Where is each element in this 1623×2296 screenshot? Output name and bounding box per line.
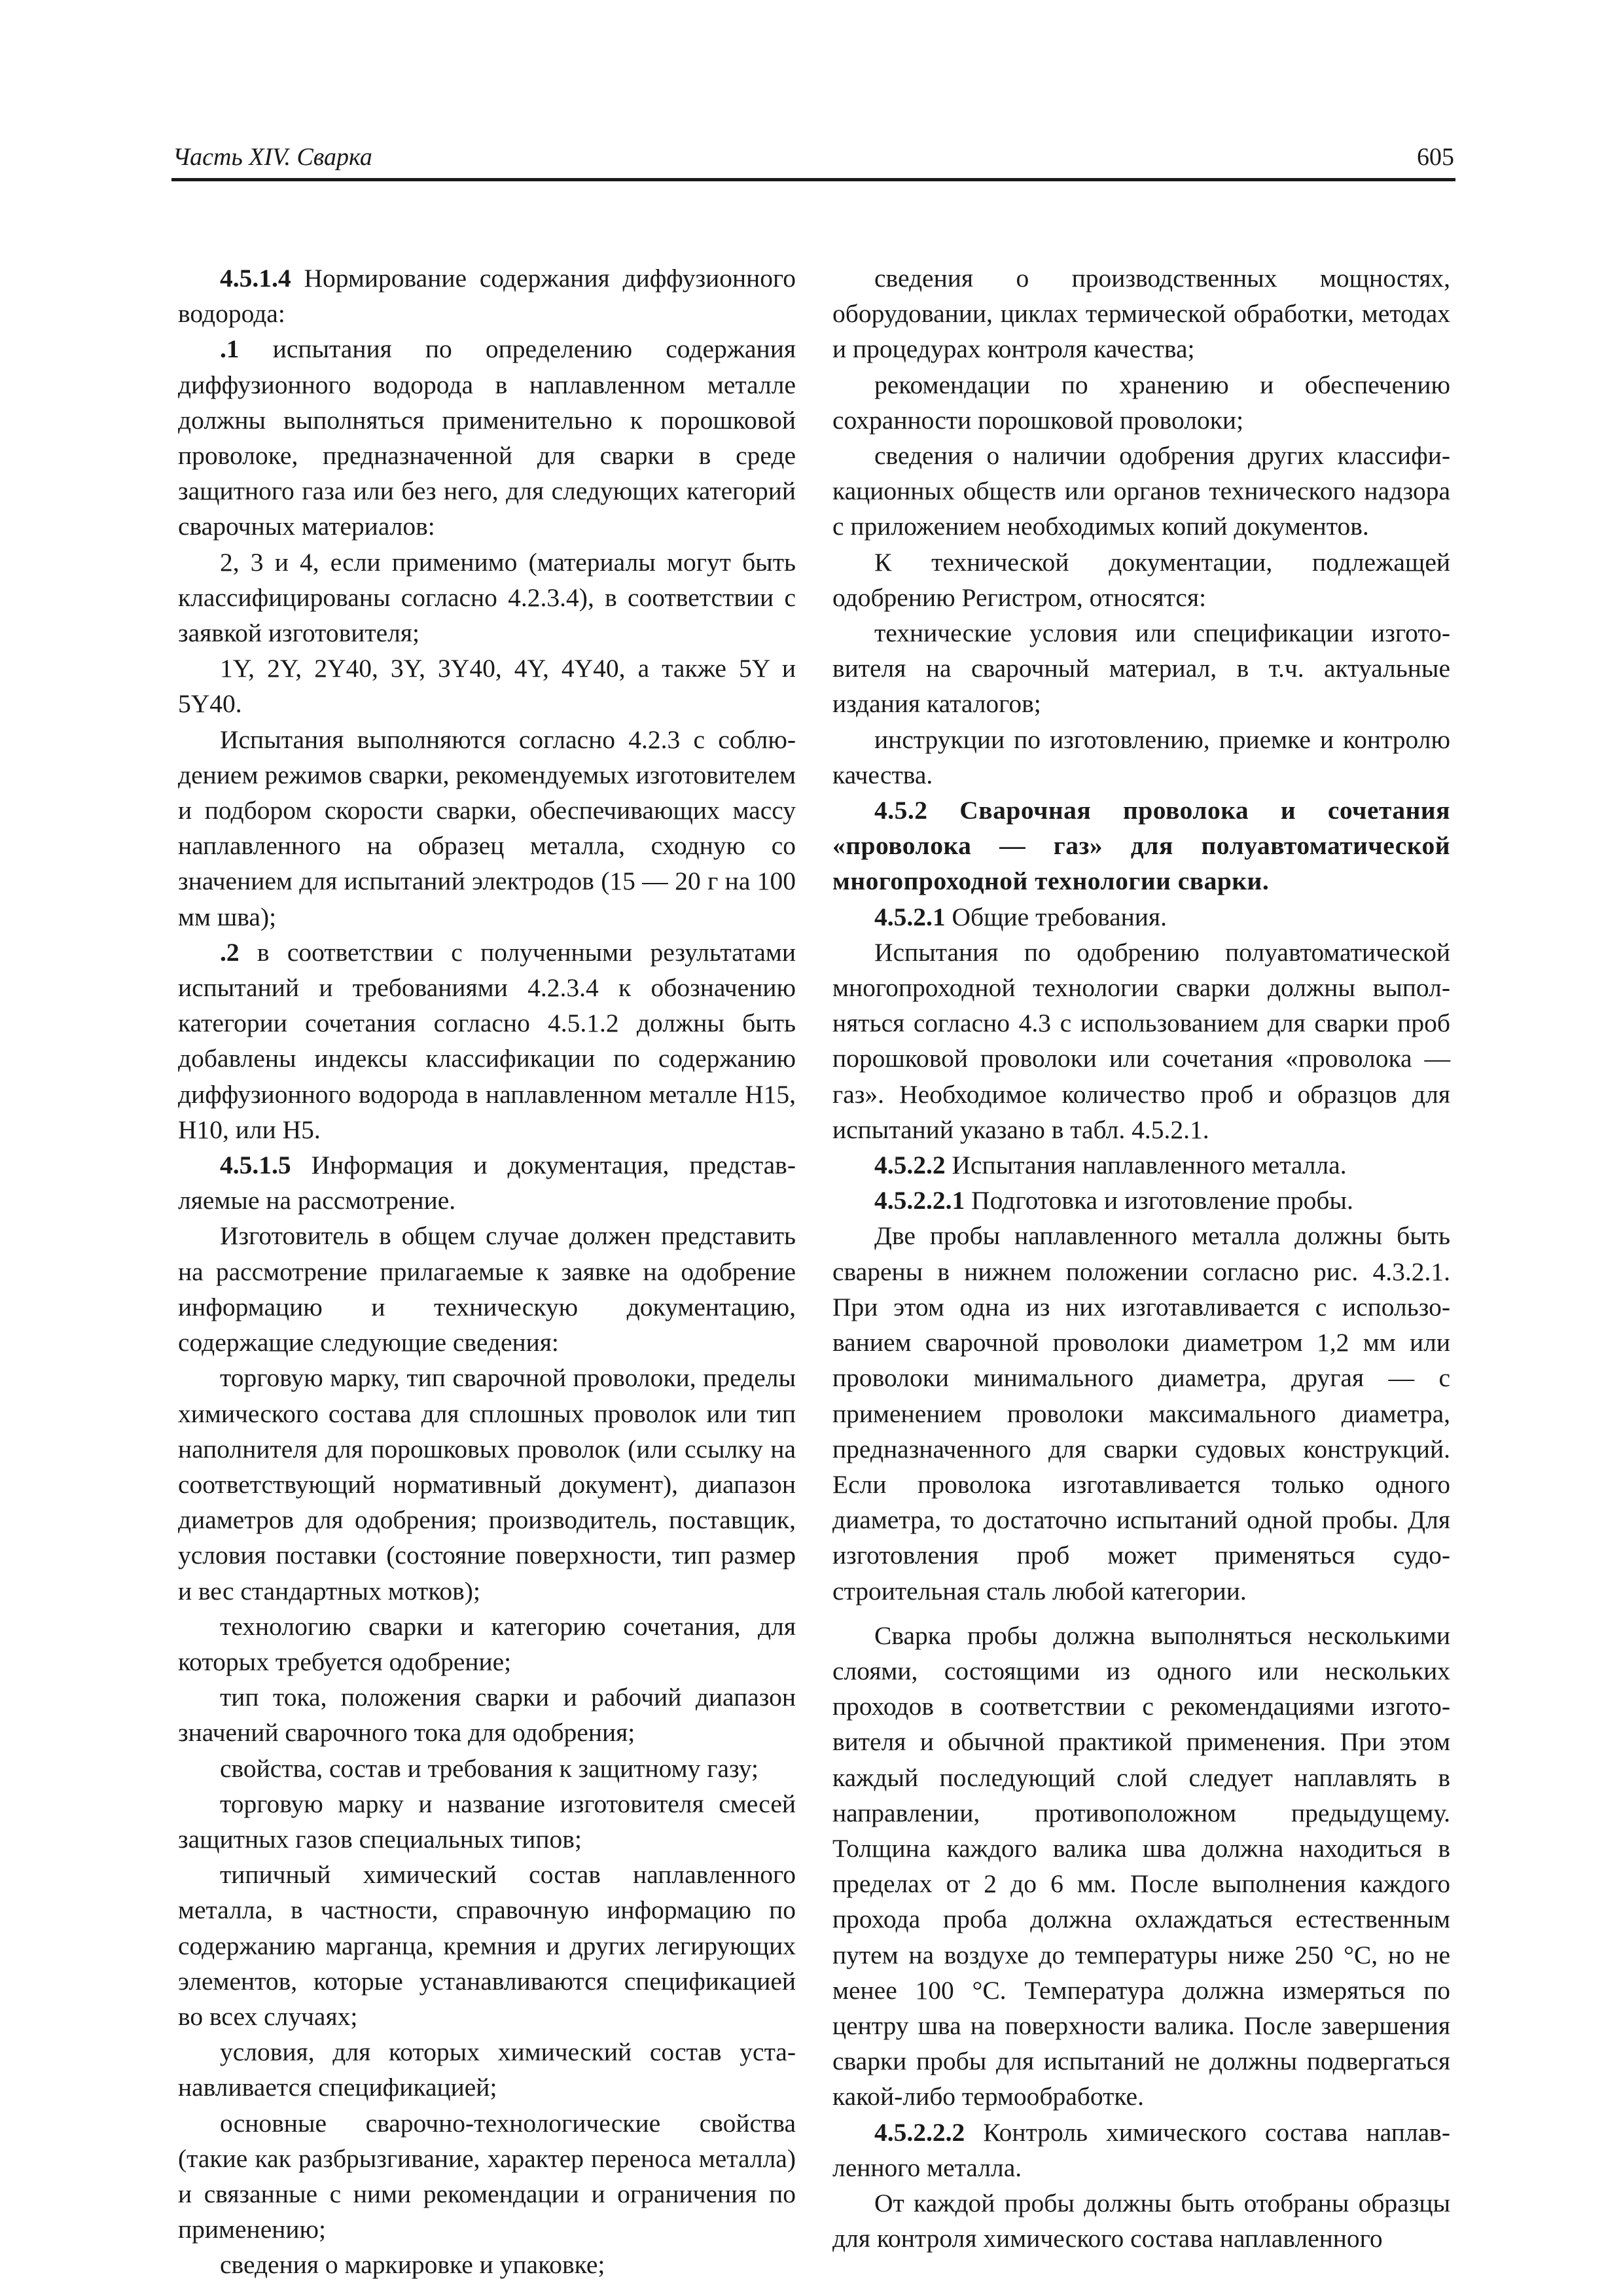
paragraph-text: Испытания наплавленного металла. — [945, 1151, 1347, 1180]
section-heading-text: 4.5.2 Сварочная проволока и сочетания «проволока — газ» для полуавтоматической многопроходной технологии сварки. — [832, 796, 1450, 896]
paragraph — [178, 722, 796, 935]
paragraph-text: основные сварочно-технологические свойства (такие как разбрызгивание, характер переноса металла) и связанные с ними рекомендации и ограничения по применению; — [178, 2108, 796, 2244]
paragraph — [178, 1147, 796, 1218]
paragraph-text: Испытания выполняются согласно 4.2.3 с соблюдением режимов сварки, рекомендуемых изготовителем и подбором скорости сварки, обеспечивающих массу наплавленного на образец металла, сходную со значением для испытаний электродов (15 — 20 г на 100 мм шва); — [178, 725, 796, 931]
clause-number: 4.5.2.2 — [874, 1151, 946, 1180]
paragraph-text: Контроль химического состава наплавленного металла. — [832, 2117, 1450, 2182]
clause-number: .1 — [220, 334, 240, 364]
page-header — [171, 141, 1455, 181]
paragraph-text: Подготовка и изготовление пробы. — [965, 1186, 1353, 1215]
paragraph-text: условия, для которых химический состав устанавливается спецификацией; — [178, 2037, 796, 2102]
paragraph-text: сведения о наличии одобрения других классификационных обществ или органов технического надзора с приложением необходимых копий документов. — [832, 441, 1450, 541]
paragraph — [178, 260, 796, 331]
paragraph-text: тип тока, положения сварки и рабочий диапазон значений сварочного тока для одобрения; — [178, 1683, 796, 1748]
paragraph-text: 2, 3 и 4, если применимо (материалы могут быть классифицированы согласно 4.2.3.4), в соответствии с заявкой изготовителя; — [178, 547, 796, 648]
running-title: Часть XIV. Сварка — [173, 143, 372, 171]
paragraph — [178, 331, 796, 544]
section-heading — [832, 793, 1450, 899]
paragraph — [178, 1609, 796, 1679]
paragraph — [832, 722, 1450, 793]
paragraph — [178, 2106, 796, 2248]
clause-number: .2 — [220, 937, 240, 967]
paragraph — [178, 1786, 796, 1857]
paragraph — [832, 367, 1450, 438]
paragraph — [178, 935, 796, 1147]
paragraph-text: Испытания по одобрению полуавтоматической многопроходной технологии сварки должны выполняться согласно 4.3 с использованием для сварки проб порошковой проволоки или сочетания «проволока — газ». Необходимое количество проб и образцов для испытаний указано в табл. 4.5.2.1. — [832, 937, 1450, 1144]
page-number: 605 — [1417, 143, 1454, 171]
clause-number: 4.5.1.4 — [220, 264, 291, 293]
paragraph-text: технологию сварки и категорию сочетания, для которых требуется одобрение; — [178, 1611, 796, 1676]
paragraph — [832, 260, 1450, 367]
clause-number: 4.5.2.2.2 — [874, 2117, 965, 2147]
paragraph-text: испытания по определению содержания диффузионного водорода в наплавленном металле должны выполняться применительно к порошковой проволоке, предназначенной для сварки в среде защитного газа или без него, для следующих категорий сварочных материалов: — [178, 334, 796, 541]
paragraph — [178, 651, 796, 721]
paragraph-text: сведения о производственных мощностях, оборудовании, циклах термической обработки, методах и процедурах контроля качества; — [832, 264, 1450, 364]
paragraph — [832, 1618, 1450, 2115]
paragraph — [832, 2115, 1450, 2185]
paragraph — [178, 1857, 796, 2034]
paragraph — [832, 2185, 1450, 2256]
paragraph-text: От каждой пробы должны быть отобраны образцы для контроля химического состава наплавленного — [832, 2188, 1450, 2253]
paragraph — [832, 438, 1450, 545]
paragraph — [832, 1147, 1450, 1183]
paragraph — [832, 899, 1450, 935]
paragraph — [178, 1360, 796, 1608]
paragraph-text: в соответствии с полученными результатами испытаний и требованиями 4.2.3.4 к обозначению категории сочетания согласно 4.5.1.2 должны быть добавлены индексы классификации по содержанию диффузионного водорода в наплавленном металле H15, H10, или H5. — [178, 937, 796, 1144]
clause-number: 4.5.2.1 — [874, 902, 946, 931]
paragraph-text: инструкции по изготовлению, приемке и контролю качества. — [832, 725, 1450, 789]
left-column — [178, 260, 796, 2283]
paragraph — [178, 1218, 796, 1360]
paragraph-text: Нормирование содержания диффузионного водорода: — [178, 264, 796, 329]
paragraph — [178, 2247, 796, 2282]
paragraph — [178, 2034, 796, 2105]
paragraph-text: торговую марку и название изготовителя смесей защитных газов специальных типов; — [178, 1789, 796, 1854]
paragraph-text: типичный химический состав наплавленного металла, в частности, справочную информацию по содержанию марганца, кремния и других легирующих элементов, которые устанавливаются спецификацией во всех случаях; — [178, 1860, 796, 2031]
paragraph-text: Изготовитель в общем случае должен представить на рассмотрение прилагаемые к заявке на одобрение информацию и техническую документацию, содержащие следующие сведения: — [178, 1221, 796, 1357]
clause-number: 4.5.1.5 — [220, 1151, 291, 1180]
paragraph-text: 1Y, 2Y, 2Y40, 3Y, 3Y40, 4Y, 4Y40, а также 5Y и 5Y40. — [178, 654, 796, 719]
paragraph-text: К технической документации, подлежащей одобрению Регистром, относятся: — [832, 547, 1450, 612]
paragraph — [178, 1679, 796, 1750]
paragraph-text: Две пробы наплавленного металла должны быть сварены в нижнем положении согласно рис. 4.3.2.1. При этом одна из них изготавливается с использованием сварочной проволоки диаметром 1,2 мм или проволоки минимального диаметра, другая — с применением проволоки максимального диаметра, предназначенного для сварки судовых конструкций. Если проволока изготавливается только одного диаметра, то достаточно испытаний одной пробы. Для изготовления проб может применяться судостроительная сталь любой категории. — [832, 1221, 1450, 1605]
paragraph — [832, 935, 1450, 1147]
paragraph — [178, 1751, 796, 1786]
paragraph-text: сведения о маркировке и упаковке; — [220, 2250, 605, 2280]
paragraph-text: торговую марку, тип сварочной проволоки, пределы химического состава для сплошных проволок или тип наполнителя для порошковых проволок (или ссылку на соответствующий нормативный документ), диапазон диаметров для одобрения; производитель, поставщик, условия поставки (состояние поверхности, тип размер и вес стандартных мотков); — [178, 1363, 796, 1605]
paragraph-text: свойства, состав и требования к защитному газу; — [220, 1753, 758, 1783]
paragraph — [832, 1218, 1450, 1608]
paragraph-text: Информация и документация, представляемые на рассмотрение. — [178, 1151, 796, 1215]
paragraph — [178, 545, 796, 651]
paragraph-text: рекомендации по хранению и обеспечению сохранности порошковой проволоки; — [832, 370, 1450, 435]
paragraph — [832, 545, 1450, 615]
paragraph-text: Общие требования. — [945, 902, 1167, 931]
paragraph-text: Сварка пробы должна выполняться несколькими слоями, состоящими из одного или нескольких проходов в соответствии с рекомендациями изготовителя и обычной практикой применения. При этом каждый последующий слой следует наплавлять в направлении, противоположном предыдущему. Толщина каждого валика шва должна находиться в пределах от 2 до 6 мм. После выполнения каждого прохода проба должна охлаждаться естественным путем на воздухе до температуры ниже 250 °С, но не менее 100 °С. Температура должна измеряться по центру шва на поверхности валика. После завершения сварки пробы для испытаний не должны подвергаться какой-либо термообработке. — [832, 1621, 1450, 2111]
clause-number: 4.5.2.2.1 — [874, 1186, 965, 1215]
right-column — [832, 260, 1450, 2256]
paragraph-text: технические условия или спецификации изготовителя на сварочный материал, в т.ч. актуальные издания каталогов; — [832, 619, 1450, 719]
paragraph — [832, 1183, 1450, 1218]
paragraph — [832, 615, 1450, 722]
